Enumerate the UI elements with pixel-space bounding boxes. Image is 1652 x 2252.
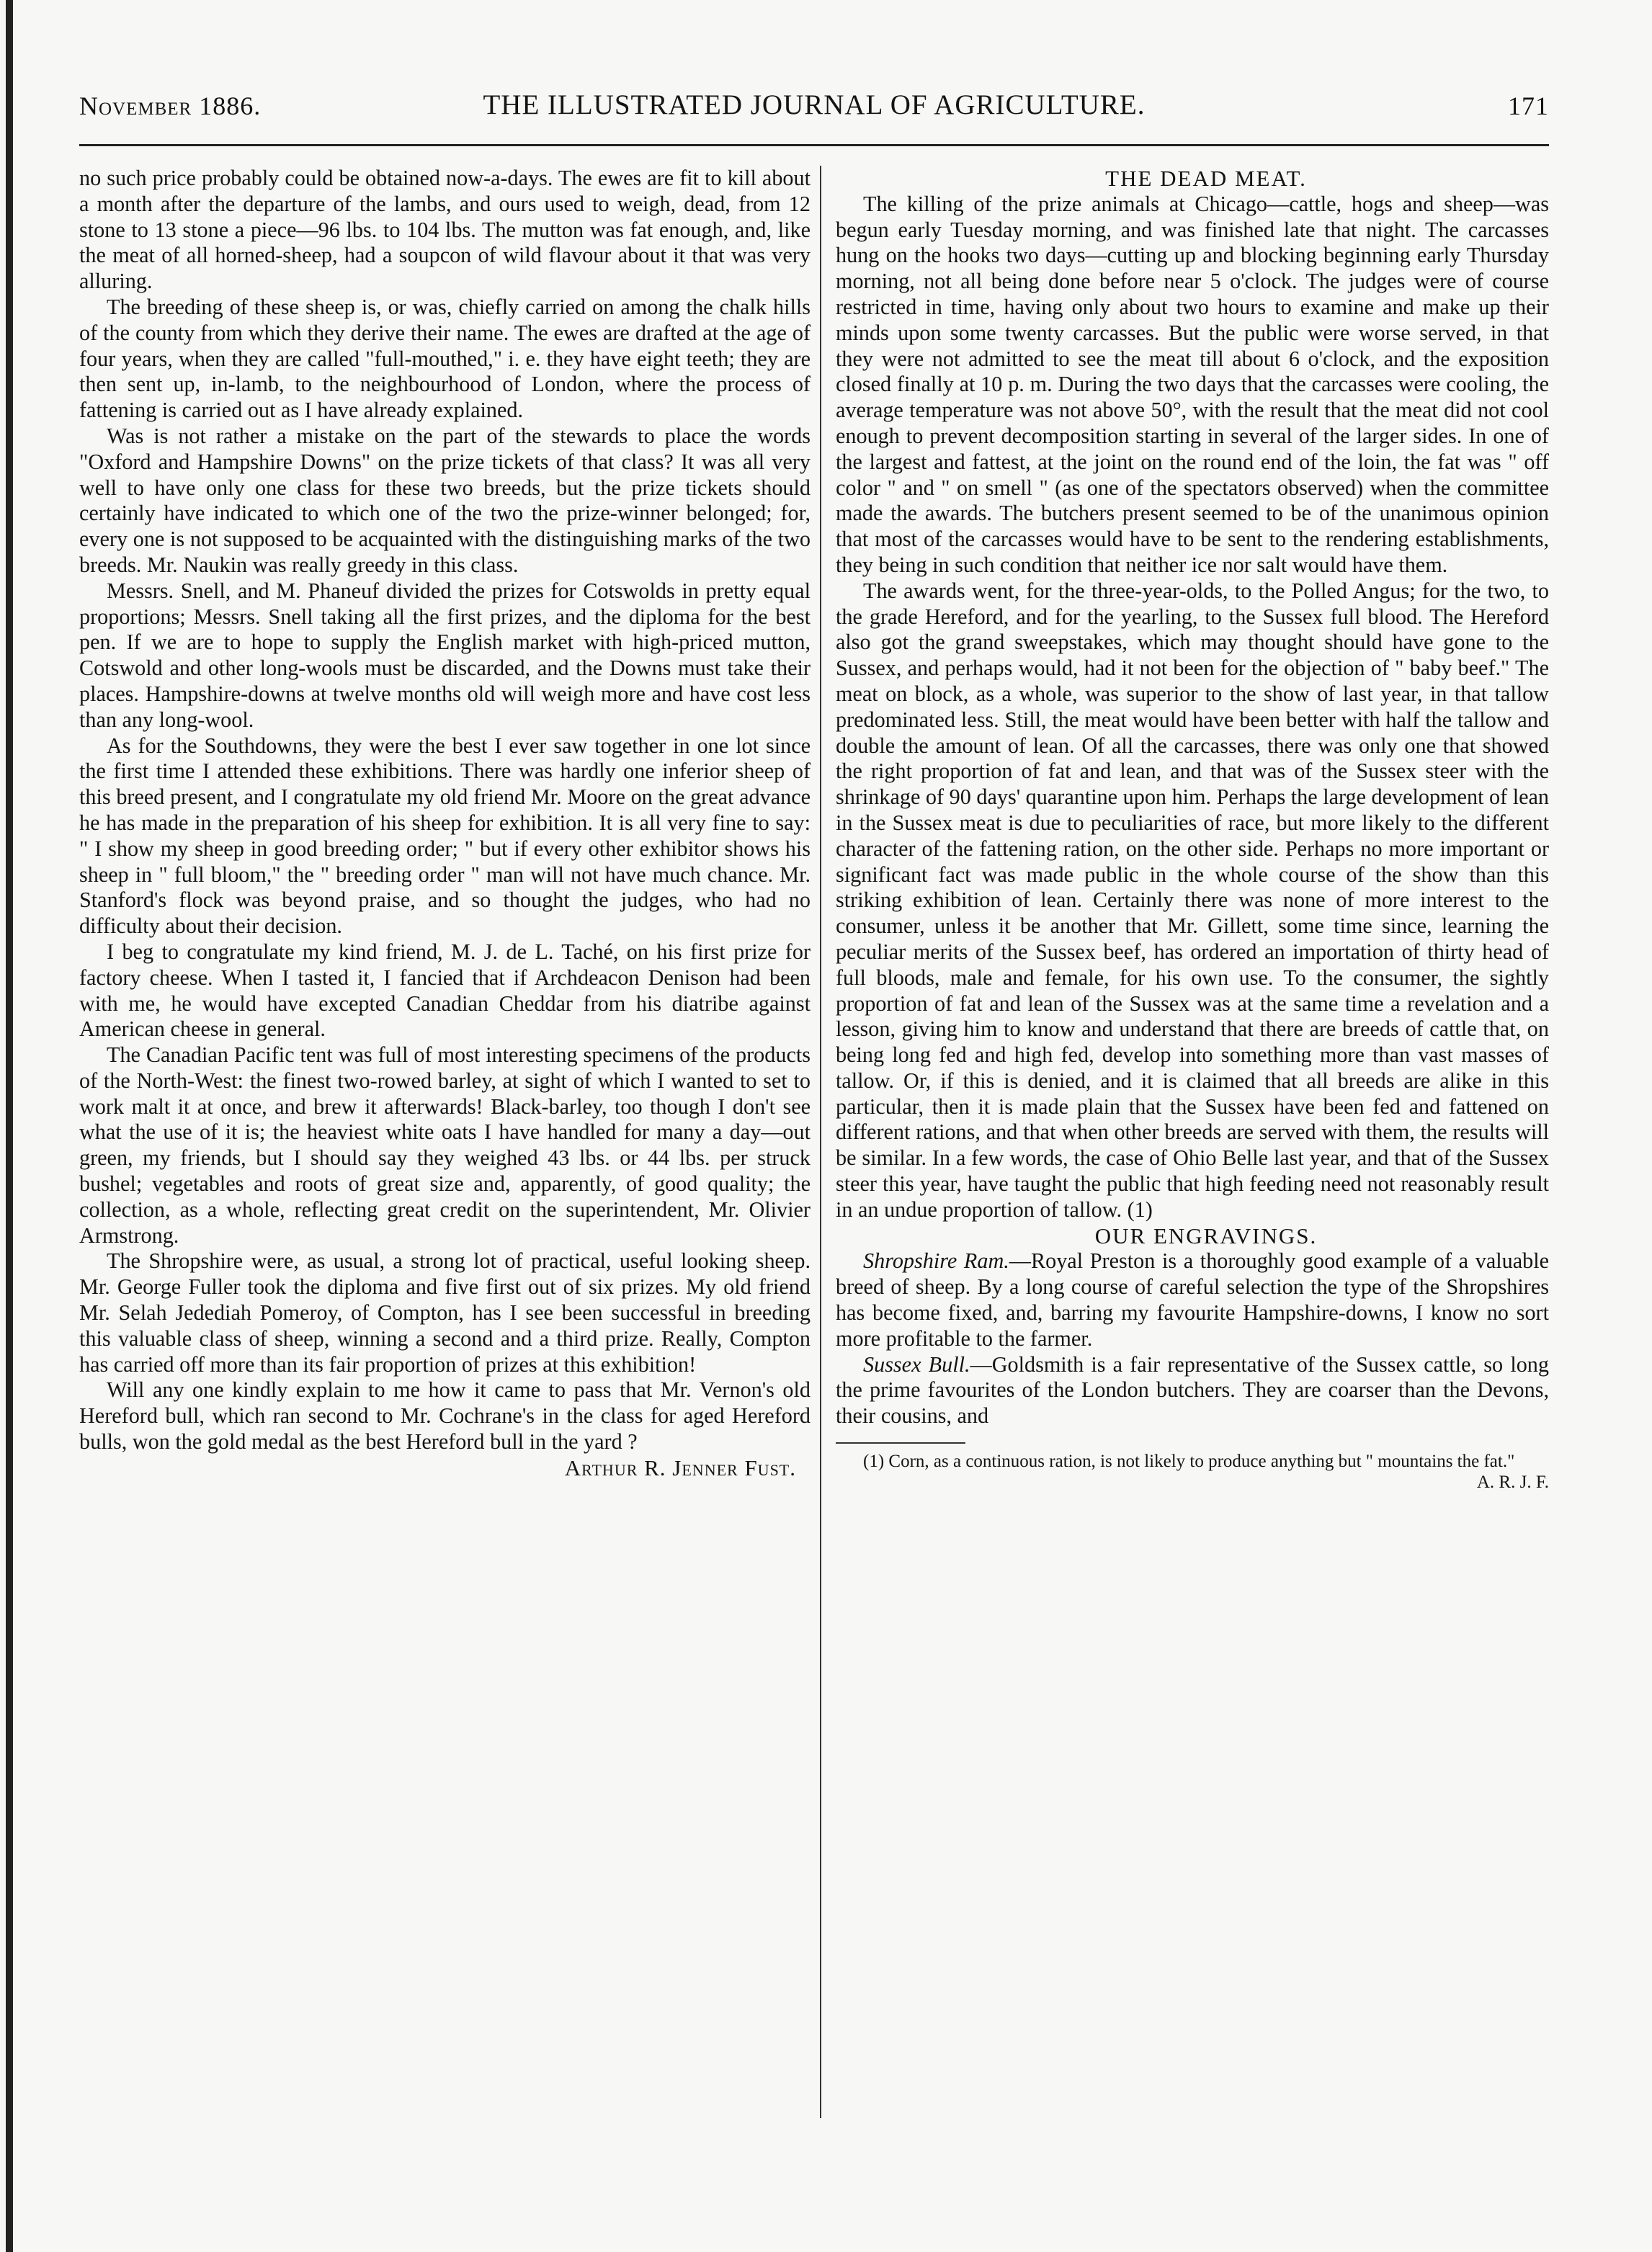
left-paragraph-9: Will any one kindly explain to me how it came to pass that Mr. Vernon's old Hereford bull, which ran second to Mr. Cochrane's in the class for aged Hereford bulls, won the gold medal as the best Hereford bull in the yard ? <box>79 1377 811 1455</box>
journal-title: THE ILLUSTRATED JOURNAL OF AGRICULTURE. <box>483 89 1146 120</box>
header-date: November 1886. <box>79 91 262 120</box>
sussex-bull-text: —Goldsmith is a fair representative of the Sussex cattle, so long the prime favourites of the London butchers. They are coarser than the Devons, their cousins, and <box>836 1351 1549 1429</box>
dead-meat-paragraph-1: The killing of the prize animals at Chicago—cattle, hogs and sheep—was begun early Tuesday morning, and was finished late that night. The carcasses hung on the hooks two days—cutting up and blocking beginning early Thursday morning, not all being done before near 5 o'clock. The judges were of course restricted in time, having only about two hours to examine and make up their minds upon some twenty carcasses. But the public were worse served, in that they were not admitted to see the meat till about 6 o'clock, and the exposition closed finally at 10 p. m. During the two days that the carcasses were cooling, the average temperature was not above 50°, with the result that the meat did not cool enough to prevent decomposition starting in several of the larger sides. In one of the largest and fattest, at the joint on the round end of the loin, the fat was " off color " and " on smell " (as one of the spectators observed) when the committee made the awards. The butchers present seemed to be of the unanimous opinion that most of the carcasses would have to be sent to the rendering establishments, they being in such condition that neither ice nor salt would have them. <box>836 191 1549 577</box>
footnote <box>836 1451 1549 1493</box>
right-column <box>836 166 1549 1493</box>
shropshire-ram-label: Shropshire Ram. <box>863 1248 1009 1274</box>
author-signature: Arthur R. Jenner Fust. <box>564 1455 796 1480</box>
footnote-signature: A. R. J. F. <box>1476 1473 1549 1493</box>
left-paragraph-2: The breeding of these sheep is, or was, chiefly carried on among the chalk hills of the county from which they derive their name. The ewes are drafted at the age of four years, when they are called "full-mouthed," i. e. they have eight teeth; they are then sent up, in-lamb, to the neighbourhood of London, where the process of fattening is carried out as I have already explained. <box>79 294 811 423</box>
column-divider <box>820 166 821 2118</box>
dead-meat-heading: THE DEAD MEAT. <box>1105 166 1307 191</box>
footnote-text: (1) Corn, as a continuous ration, is not likely to produce anything but " mountains the fat." <box>863 1452 1515 1472</box>
header-rule <box>79 144 1549 146</box>
left-paragraph-3: Was is not rather a mistake on the part of the stewards to place the words "Oxford and Hampshire Downs" on the prize tickets of that class? It was all very well to have only one class for these two breeds, but the prize tickets should certainly have indicated to which one of the two the prize-winner belonged; for, every one is not supposed to be acquainted with the distinguishing marks of the two breeds. Mr. Naukin was really greedy in this class. <box>79 423 811 577</box>
left-paragraph-5: As for the Southdowns, they were the best I ever saw together in one lot since the first time I attended these exhibitions. There was hardly one inferior sheep of this breed present, and I congratulate my old friend Mr. Moore on the great advance he has made in the preparation of his sheep for exhibition. It is all very fine to say: " I show my sheep in good breeding order; " but if every other exhibitor shows his sheep in " full bloom," the " breeding order " man will not have much chance. Mr. Stanford's flock was beyond praise, and so thought the judges, who had no difficulty about their decision. <box>79 733 811 939</box>
sussex-bull-paragraph <box>836 1352 1549 1429</box>
left-paragraph-4: Messrs. Snell, and M. Phaneuf divided the prizes for Cotswolds in pretty equal proportions; Messrs. Snell taking all the first prizes, and the diploma for the best pen. If we are to hope to supply the English market with high-priced mutton, Cotswold and other long-wools must be discarded, and the Downs must take their places. Hampshire-downs at twelve months old will weigh more and have cost less than any long-wool. <box>79 578 811 732</box>
shropshire-ram-paragraph <box>836 1248 1549 1351</box>
sussex-bull-label: Sussex Bull. <box>863 1351 970 1377</box>
left-column <box>79 166 811 1481</box>
shropshire-ram-text: —Royal Preston is a thoroughly good example of a valuable breed of sheep. By a long course of careful selection the type of the Shropshires has become fixed, and, barring my favourite Hampshire-downs, I know no sort more profitable to the farmer. <box>836 1248 1549 1351</box>
left-paragraph-1: no such price probably could be obtained now-a-days. The ewes are fit to kill about a month after the departure of the lambs, and ours used to weigh, dead, from 12 stone to 13 stone a piece—96 lbs. to 104 lbs. The mutton was fat enough, and, like the meat of all horned-sheep, had a soupcon of wild flavour about it that was very alluring. <box>79 166 811 294</box>
left-paragraph-6: I beg to congratulate my kind friend, M. J. de L. Taché, on his first prize for factory cheese. When I tasted it, I fancied that if Archdeacon Denison had been with me, he would have excepted Canadian Cheddar from his diatribe against American cheese in general. <box>79 939 811 1042</box>
page-binding-edge <box>6 0 13 2252</box>
left-paragraph-8: The Shropshire were, as usual, a strong lot of practical, useful looking sheep. Mr. George Fuller took the diploma and five first out of six prizes. My old friend Mr. Selah Jedediah Pomeroy, of Compton, has I see been successful in breeding this valuable class of sheep, winning a second and a third prize. Really, Compton has carried off more than its fair proportion of prizes at this exhibition! <box>79 1248 811 1377</box>
engravings-heading: OUR ENGRAVINGS. <box>1094 1223 1318 1248</box>
footnote-rule <box>836 1442 965 1444</box>
running-header <box>79 85 1549 128</box>
dead-meat-paragraph-2: The awards went, for the three-year-olds, to the Polled Angus; for the two, to the grade Hereford, and for the yearling, to the Sussex full blood. The Hereford also got the grand sweepstakes, which may thought should have gone to the Sussex, and perhaps would, had it not been for the objection of " baby beef." The meat on block, as a whole, was superior to the show of last year, in that tallow predominated less. Still, the meat would have been better with half the tallow and double the amount of lean. Of all the carcasses, there was only one that showed the right proportion of fat and lean, and that was of the Sussex steer with the shrinkage of 90 days' quarantine upon him. Perhaps the large development of lean in the Sussex meat is due to peculiarities of race, but more likely to the different character of the fattening ration, on the other side. Perhaps no more important or significant fact was made public in the whole course of the show than this striking exhibition of lean. Certainly there was none of more interest to the consumer, unless it be another that Mr. Gillett, some time since, learning the peculiar merits of the Sussex beef, has ordered an importation of thirty head of full bloods, male and female, for his own use. To the consumer, the sightly proportion of fat and lean of the Sussex was at the same time a revelation and a lesson, giving him to know and understand that there are breeds of cattle that, on being long fed and high fed, develop into something more than vast masses of tallow. Or, if this is denied, and it is claimed that all breeds are alike in this particular, then it is made plain that the Sussex have been fed and fattened on different rations, and that when other breeds are served with them, the results will be similar. In a few words, the case of Ohio Belle last year, and that of the Sussex steer this year, have taught the public that high feeding need not reasonably result in an undue proportion of tallow. (1) <box>836 578 1549 1222</box>
page-number: 171 <box>1508 91 1549 120</box>
left-paragraph-7: The Canadian Pacific tent was full of most interesting specimens of the products of the North-West: the finest two-rowed barley, at sight of which I wanted to set to work malt it at once, and brew it afterwards! Black-barley, too though I don't see what the use of it is; the heaviest white oats I have handled for many a day—out green, my friends, but I should say they weighed 43 lbs. or 44 lbs. per struck bushel; vegetables and roots of great size and, apparently, of good quality; the collection, as a whole, reflecting great credit on the superintendent, Mr. Olivier Armstrong. <box>79 1042 811 1248</box>
